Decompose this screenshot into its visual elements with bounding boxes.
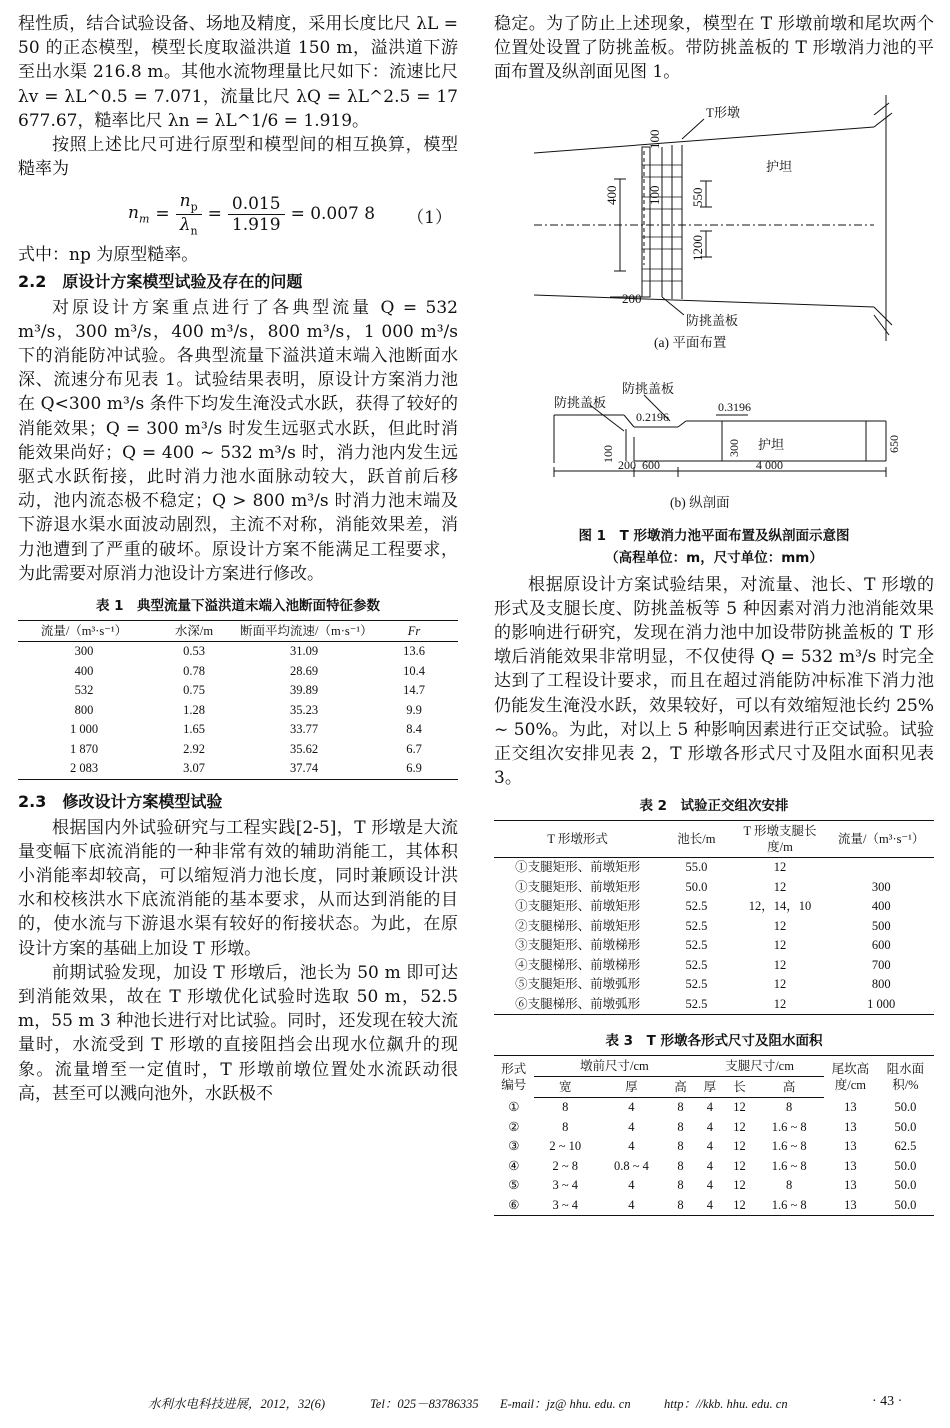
table-cell: 3.07 — [150, 759, 238, 779]
dim-100: 100 — [647, 129, 662, 149]
figure-caption: 图 1 T 形墩消力池平面布置及纵剖面示意图 — [578, 527, 850, 544]
table-cell: 4 — [628, 1139, 635, 1154]
table-cell: 2 ~ 8 — [552, 1158, 579, 1173]
table-cell: 3 ~ 4 — [534, 1196, 597, 1216]
table-row — [18, 642, 458, 662]
table-cell: 1 000 — [828, 995, 934, 1015]
table-header: 池长/m — [661, 821, 731, 858]
table-cell: ③ — [508, 1139, 520, 1154]
table-row — [18, 759, 458, 779]
table-row — [18, 720, 458, 740]
table-cell: 39.89 — [289, 683, 319, 698]
table-cell: 4 — [628, 1119, 635, 1134]
table-cell: 2 083 — [18, 759, 150, 779]
table-subheader: 宽 — [534, 1077, 597, 1098]
table-cell: 4 — [597, 1196, 666, 1216]
table-cell: 13 — [844, 1158, 857, 1173]
dim-1200: 1200 — [690, 234, 705, 261]
table-cell: 4 — [628, 1178, 635, 1193]
table-header: 尾坎高度/cm — [824, 1056, 877, 1098]
table-row — [18, 701, 458, 721]
table-cell: 300 — [74, 644, 94, 659]
left-column — [18, 12, 458, 1106]
table-cell: 37.74 — [238, 759, 370, 779]
table-cell: 12 — [733, 1178, 746, 1193]
table-row — [494, 878, 934, 898]
table-header: 断面平均流速/（m·s⁻¹） — [238, 621, 370, 642]
table-cell: ①支腿矩形、前墩矩形 — [515, 860, 641, 875]
table-header: 形式编号 — [494, 1056, 534, 1098]
table-cell: 12 — [773, 938, 787, 953]
label-cover-plate-2: 防挑盖板 — [622, 380, 675, 396]
table-cell: 12 — [773, 977, 787, 992]
table-cell: 50.0 — [894, 1119, 917, 1134]
table-cell: 9.9 — [406, 702, 422, 717]
table-row — [494, 956, 934, 976]
table-cell: 12 — [773, 918, 787, 933]
elev-0-2196: 0.2196 — [636, 409, 669, 424]
table-header: Fr — [370, 621, 458, 642]
equation-1: $n_m$ = $\frac{n_p}{\lambda_n}$ = $\frac{0.015}{1.919}$ = 0.007 8 （1） — [128, 191, 452, 238]
table-cell: ④支腿梯形、前墩梯形 — [515, 957, 641, 972]
table-cell: 50.0 — [685, 879, 708, 894]
table-cell: 700 — [871, 957, 891, 972]
table-cell: 1.6 ~ 8 — [771, 1119, 807, 1134]
dim-4000: 4 000 — [756, 457, 783, 472]
table-cell: 8 — [666, 1196, 695, 1216]
table-cell: 0.53 — [183, 644, 205, 659]
figure-1-drawing — [494, 85, 934, 525]
right-column — [494, 12, 934, 1216]
footer-tel: Tel：025－83786335 — [370, 1397, 479, 1411]
table-cell: 33.77 — [289, 722, 319, 737]
profile-view-labels — [554, 381, 901, 510]
footer-web: http：//kkb. hhu. edu. cn — [664, 1397, 788, 1411]
label-cover-plate: 防挑盖板 — [686, 312, 739, 328]
table-cell: ① — [508, 1100, 520, 1115]
dim-300: 300 — [727, 438, 741, 457]
table-cell: 0.8 ~ 4 — [613, 1158, 649, 1173]
table-header: T 形墩支腿长度/m — [732, 821, 829, 858]
dim-550: 550 — [690, 187, 705, 207]
paragraph: 程性质，结合试验设备、场地及精度，采用长度比尺 λL = 50 的正态模型，模型长度取溢洪道 150 m，溢洪道下游至出水渠 216.8 m。其他水流物理量比尺如下：流速比尺 λv = λL^0.5 = 7.071，流量比尺 λQ = λL^2.5 = 17 677.67，糙率比尺 λn = λL^1/6 = 1.919。 — [18, 14, 458, 131]
table-cell: 800 — [871, 977, 891, 992]
table-cell: 500 — [871, 918, 891, 933]
table-cell: 2 ~ 10 — [549, 1139, 582, 1154]
table-header: T 形墩形式 — [494, 821, 661, 858]
table-cell: 50.0 — [894, 1178, 917, 1193]
table-cell: ② — [508, 1119, 520, 1134]
table-cell: 4 — [706, 1178, 714, 1193]
dim-100: 100 — [601, 444, 615, 463]
table-cell: 12 — [733, 1158, 746, 1173]
eq-fraction-2: $\frac{0.015}{1.919}$ — [228, 194, 285, 235]
table-cell: ⑤支腿矩形、前墩弧形 — [515, 977, 641, 992]
table-subheader: 厚 — [695, 1077, 725, 1098]
table-cell: ①支腿矩形、前墩矩形 — [515, 879, 641, 894]
table-cell — [828, 858, 934, 878]
table-cell: 8 — [786, 1178, 793, 1193]
table-cell: 13 — [844, 1178, 857, 1193]
table-cell: 52.5 — [685, 938, 708, 953]
table-2 — [494, 820, 934, 1015]
table-cell: 12 — [732, 995, 829, 1015]
table-header: 墩前尺寸/cm — [534, 1056, 696, 1077]
table-cell: 12 — [733, 1119, 746, 1134]
table-cell: 28.69 — [289, 663, 319, 678]
table-subheader: 高 — [666, 1077, 695, 1098]
table-cell: 4 — [706, 1100, 714, 1115]
table-cell: 50.0 — [877, 1196, 934, 1216]
paragraph: 前期试验发现，加设 T 形墩后，池长为 50 m 即可达到消能效果，故在 T 形墩优化试验时选取 50 m，52.5 m，55 m 3 种池长进行对比试验。同时，还发现在较大流量时，水流受到 T 形墩的直接阻挡会出现水位飙升的现象。流量增至一定值时，T 形墩前墩位置处水流跃动很高，甚至可以溅向池外，水跃极不 — [18, 962, 458, 1104]
elev-0-3196: 0.3196 — [718, 399, 751, 414]
table-cell: 1.28 — [183, 702, 205, 717]
eq-fraction-1: $\frac{n_p}{\lambda_n}$ — [176, 191, 202, 237]
table-row — [494, 1118, 934, 1138]
table-cell: 50.0 — [894, 1100, 917, 1115]
table-cell: ③支腿矩形、前墩梯形 — [515, 938, 641, 953]
table-cell: 52.5 — [685, 957, 708, 972]
figure-1 — [494, 85, 934, 525]
table-cell: ⑥支腿梯形、前墩弧形 — [494, 995, 661, 1015]
table-cell: ④ — [508, 1158, 520, 1173]
footer-journal: 水利水电科技进展，2012，32(6) — [148, 1397, 326, 1411]
table-header: 流量/（m³·s⁻¹） — [828, 821, 934, 858]
table-cell: 13 — [824, 1196, 877, 1216]
table-cell: 31.09 — [289, 644, 319, 659]
table-row — [494, 1137, 934, 1157]
table-cell: 10.4 — [403, 663, 425, 678]
table-cell: 52.5 — [685, 918, 708, 933]
table-row — [494, 1176, 934, 1196]
table-cell: 0.75 — [183, 683, 205, 698]
table-cell: 12 — [773, 879, 787, 894]
table-row — [494, 995, 934, 1015]
table-cell: ②支腿梯形、前墩矩形 — [515, 918, 641, 933]
plan-view-labels — [604, 105, 792, 350]
table-cell: 12 — [733, 1100, 746, 1115]
paragraph: 根据国内外试验研究与工程实践[2-5]，T 形墩是大流量变幅下底流消能的一种非常有效的辅助消能工，其体积小消能率却较高，可以缩短消力池长度，同时兼顾设计洪水和校核洪水下底流消能的基本要求，从而达到消能的目的，使水流与下游退水渠有较好的衔接状态。为此，在原设计方案的基础上加设 T 形墩。 — [18, 817, 458, 959]
table-cell: 12 — [773, 957, 787, 972]
table-1 — [18, 620, 458, 780]
dim-650: 650 — [887, 434, 901, 453]
table-cell: 8.4 — [406, 722, 422, 737]
table-cell: 2.92 — [183, 741, 205, 756]
table-row — [494, 858, 934, 878]
table-cell: 1.6 ~ 8 — [771, 1158, 807, 1173]
table-cell: 12 — [773, 860, 787, 875]
table-row — [18, 740, 458, 760]
paragraph: 按照上述比尺可进行原型和模型间的相互换算，模型糙率为 — [18, 135, 458, 180]
table-row — [494, 1157, 934, 1177]
paragraph: 对原设计方案重点进行了各典型流量 Q = 532 m³/s，300 m³/s，400 m³/s，800 m³/s，1 000 m³/s 下的消能防冲试验。各典型流量下溢洪道末端入池断面水深、流速分布见表 1。试验结果表明，原设计方案消力池在 Q<300 m³/s 条件下均发生淹没式水跃，获得了较好的消能效果；Q = 300 m³/s 时发生远驱式水跃，但此时消能效果尚好；Q = 400 ~ 532 m³/s 时，消力池内发生远驱式水跃衔接，此时消力池水面脉动较大，跃首前后移动，池内流态极不稳定；Q > 800 m³/s 时消力池末端及下游退水渠水面波动剧烈，主流不对称，消能效果差，消力池遭到了严重的破坏。原设计方案不能满足工程要求，为此需要对原消力池设计方案进行修改。 — [18, 297, 458, 584]
table-cell: 4 — [706, 1139, 714, 1154]
table-cell: 62.5 — [894, 1139, 917, 1154]
dim-400: 400 — [604, 185, 619, 205]
plan-view — [534, 95, 892, 341]
label-apron: 护坦 — [758, 436, 785, 452]
table-cell: 4 — [628, 1100, 635, 1115]
page-number: · 43 · — [872, 1394, 903, 1409]
table-cell: 8 — [677, 1139, 684, 1154]
table-subheader: 高 — [754, 1077, 824, 1098]
table-cell: ①支腿矩形、前墩矩形 — [515, 899, 641, 914]
dim-200: 200 — [622, 290, 642, 306]
table-cell: 8 — [677, 1178, 684, 1193]
table-cell: 12，14，10 — [748, 899, 812, 914]
table-cell: 4 — [695, 1196, 725, 1216]
table-cell: 13 — [844, 1139, 857, 1154]
table-cell: 532 — [74, 683, 94, 698]
table-cell: 8 — [786, 1100, 793, 1115]
table-cell: 1.6 ~ 8 — [771, 1139, 807, 1154]
table-cell: 52.5 — [661, 995, 731, 1015]
section-heading-2-3: 2.3 修改设计方案模型试验 — [18, 791, 223, 811]
footer-email: E-mail：jz@ hhu. edu. cn — [500, 1397, 631, 1411]
table-cell: 50.0 — [894, 1158, 917, 1173]
table-cell: 35.62 — [289, 741, 319, 756]
table-cell: 4 — [706, 1158, 714, 1173]
table-cell: 13 — [844, 1100, 857, 1115]
table-row — [494, 1196, 934, 1216]
table-cell: 55.0 — [685, 860, 708, 875]
table-cell: 3 ~ 4 — [552, 1178, 579, 1193]
table-row — [18, 662, 458, 682]
table-cell: 13 — [844, 1119, 857, 1134]
profile-caption: (b) 纵剖面 — [670, 494, 730, 510]
eq-lhs: $n_m$ — [128, 203, 150, 226]
table-cell: 0.78 — [183, 663, 205, 678]
table-cell: 12 — [733, 1139, 746, 1154]
label-t-pier: T形墩 — [706, 104, 740, 120]
dim-600: 600 — [642, 457, 660, 472]
table-row — [494, 936, 934, 956]
table-cell: 14.7 — [403, 683, 425, 698]
table-header: 阻水面积/% — [877, 1056, 934, 1098]
section-heading-2-2: 2.2 原设计方案模型试验及存在的问题 — [18, 271, 303, 291]
table3-caption: 表 3 T 形墩各形式尺寸及阻水面积 — [605, 1033, 823, 1050]
table-cell: 52.5 — [685, 977, 708, 992]
table-3 — [494, 1055, 934, 1216]
table-cell: 8 — [677, 1100, 684, 1115]
table-cell: 400 — [871, 899, 891, 914]
table-header: 支腿尺寸/cm — [695, 1056, 824, 1077]
dim-100: 100 — [647, 185, 662, 205]
table-cell: 52.5 — [685, 899, 708, 914]
dim-200: 200 — [618, 457, 636, 472]
table1-caption: 表 1 典型流量下溢洪道末端入池断面特征参数 — [95, 598, 381, 615]
table-cell: 6.7 — [406, 741, 422, 756]
table-cell: 1.6 ~ 8 — [754, 1196, 824, 1216]
table2-caption: 表 2 试验正交组次安排 — [639, 798, 789, 815]
table-row — [494, 975, 934, 995]
plan-caption: (a) 平面布置 — [654, 334, 727, 350]
table-cell: 800 — [74, 702, 94, 717]
table-row — [494, 917, 934, 937]
table-cell: ⑥ — [494, 1196, 534, 1216]
table-cell: 400 — [74, 663, 94, 678]
figure-caption-units: （高程单位：m，尺寸单位：mm） — [605, 549, 823, 566]
label-apron: 护坦 — [766, 158, 793, 174]
table-cell: 8 — [562, 1100, 569, 1115]
paragraph: 根据原设计方案试验结果，对流量、池长、T 形墩的形式及支腿长度、防挑盖板等 5 种因素对消力池消能效果的影响进行研究，发现在消力池中加设带防挑盖板的 T 形墩后消能效果非常明显，不仅使得 Q = 532 m³/s 时完全达到了工程设计要求，而且在超过消能防冲标准下消力池仍能发生淹没水跃，效果较好，可以有效缩短池长约 25% ~ 50%。为此，对以上 5 种影响因素进行正交试验。试验正交组次安排见表 2，T 形墩各形式尺寸及阻水面积见表 3。 — [494, 574, 934, 789]
table-cell: 8 — [562, 1119, 569, 1134]
table-row — [494, 897, 934, 917]
table-cell: 1 870 — [69, 741, 99, 756]
paragraph: 式中：np 为原型糙率。 — [18, 245, 199, 266]
table-cell: 4 — [706, 1119, 714, 1134]
table-row — [18, 681, 458, 701]
table-header: 流量/（m³·s⁻¹） — [18, 621, 150, 642]
table-cell: 35.23 — [289, 702, 319, 717]
table-subheader: 厚 — [597, 1077, 666, 1098]
table-cell: 300 — [871, 879, 891, 894]
table-cell: 8 — [677, 1119, 684, 1134]
table-cell: 12 — [725, 1196, 755, 1216]
table-cell: ⑤ — [508, 1178, 520, 1193]
equation-number: （1） — [407, 208, 452, 229]
table-cell: 600 — [871, 938, 891, 953]
label-cover-plate-1: 防挑盖板 — [554, 394, 607, 410]
table-cell: 13.6 — [403, 644, 425, 659]
table-cell: 1.65 — [183, 722, 205, 737]
table-header: 水深/m — [150, 621, 238, 642]
table-subheader: 长 — [725, 1077, 755, 1098]
table-cell: 1 000 — [69, 722, 99, 737]
paragraph: 稳定。为了防止上述现象，模型在 T 形墩前墩和尾坎两个位置处设置了防挑盖板。带防挑盖板的 T 形墩消力池的平面布置及纵剖面见图 1。 — [494, 14, 934, 83]
table-row — [494, 1098, 934, 1118]
table-cell: 6.9 — [370, 759, 458, 779]
table-cell: 8 — [677, 1158, 684, 1173]
